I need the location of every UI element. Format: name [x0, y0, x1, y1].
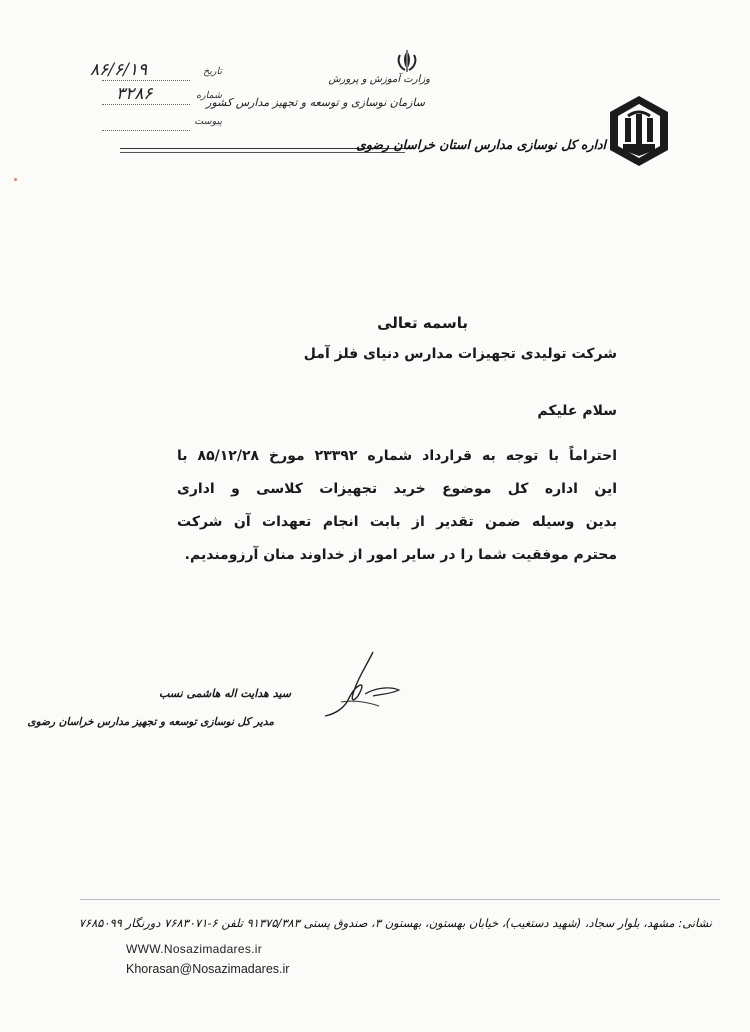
date-value: ۸۶/۶/۱۹ — [90, 60, 148, 80]
paragraph-line-2: این اداره کل موضوع خرید تجهیزات کلاسی و اداری — [177, 481, 617, 497]
department-title: اداره کل نوسازی مدارس استان خراسان رضوی — [356, 137, 606, 152]
footer-website-link[interactable]: WWW.Nosazimadares.ir — [126, 942, 263, 956]
ministry-name: وزارت آموزش و پرورش — [328, 74, 430, 85]
attachment-label: پیوست — [194, 116, 222, 127]
number-value: ۳۲۸۶ — [116, 84, 153, 104]
number-line — [102, 104, 190, 105]
handwritten-signature — [295, 650, 425, 730]
footer-address: نشانی: مشهد، بلوار سجاد، (شهید دستغیب)، خیابان بهستون، بهستون ۳، صندوق پستی ۹۱۳۷۵/۳۸۳ تلفن ۶-۷۶۸۳۰۷۱ دورنگار ۷۶۸۵۰۹۹ — [78, 916, 712, 930]
greeting: سلام علیکم — [537, 403, 617, 419]
footer-email-link[interactable]: Khorasan@Nosazimadares.ir — [126, 962, 290, 976]
organization-logo-icon — [606, 94, 672, 168]
letter-meta-box — [86, 60, 236, 135]
recipient: شرکت تولیدی تجهیزات مدارس دنیای فلز آمل — [303, 346, 617, 362]
paragraph-line-4: محترم موفقیت شما را در سایر امور از خداوند منان آرزومندیم. — [184, 547, 617, 563]
footer-divider — [80, 899, 720, 900]
paragraph-line-3: بدین وسیله ضمن تقدیر از بابت انجام تعهدات آن شرکت — [177, 514, 617, 530]
number-label: شماره — [196, 90, 222, 101]
signer-name: سید هدایت اله هاشمی نسب — [159, 687, 291, 700]
organization-name: سازمان نوسازی و توسعه و تجهیز مدارس کشور — [206, 96, 425, 109]
iran-emblem-icon — [394, 48, 420, 74]
date-label: تاریخ — [203, 66, 222, 77]
date-line — [102, 80, 190, 81]
paragraph-line-1: احتراماً با توجه به قرارداد شماره ۲۳۳۹۲ مورخ ۸۵/۱۲/۲۸ با — [177, 448, 618, 464]
signer-title: مدیر کل نوسازی توسعه و تجهیز مدارس خراسان رضوی — [27, 716, 274, 728]
salutation: باسمه تعالی — [377, 314, 468, 332]
scan-speck — [14, 178, 17, 181]
attachment-line — [102, 130, 190, 131]
